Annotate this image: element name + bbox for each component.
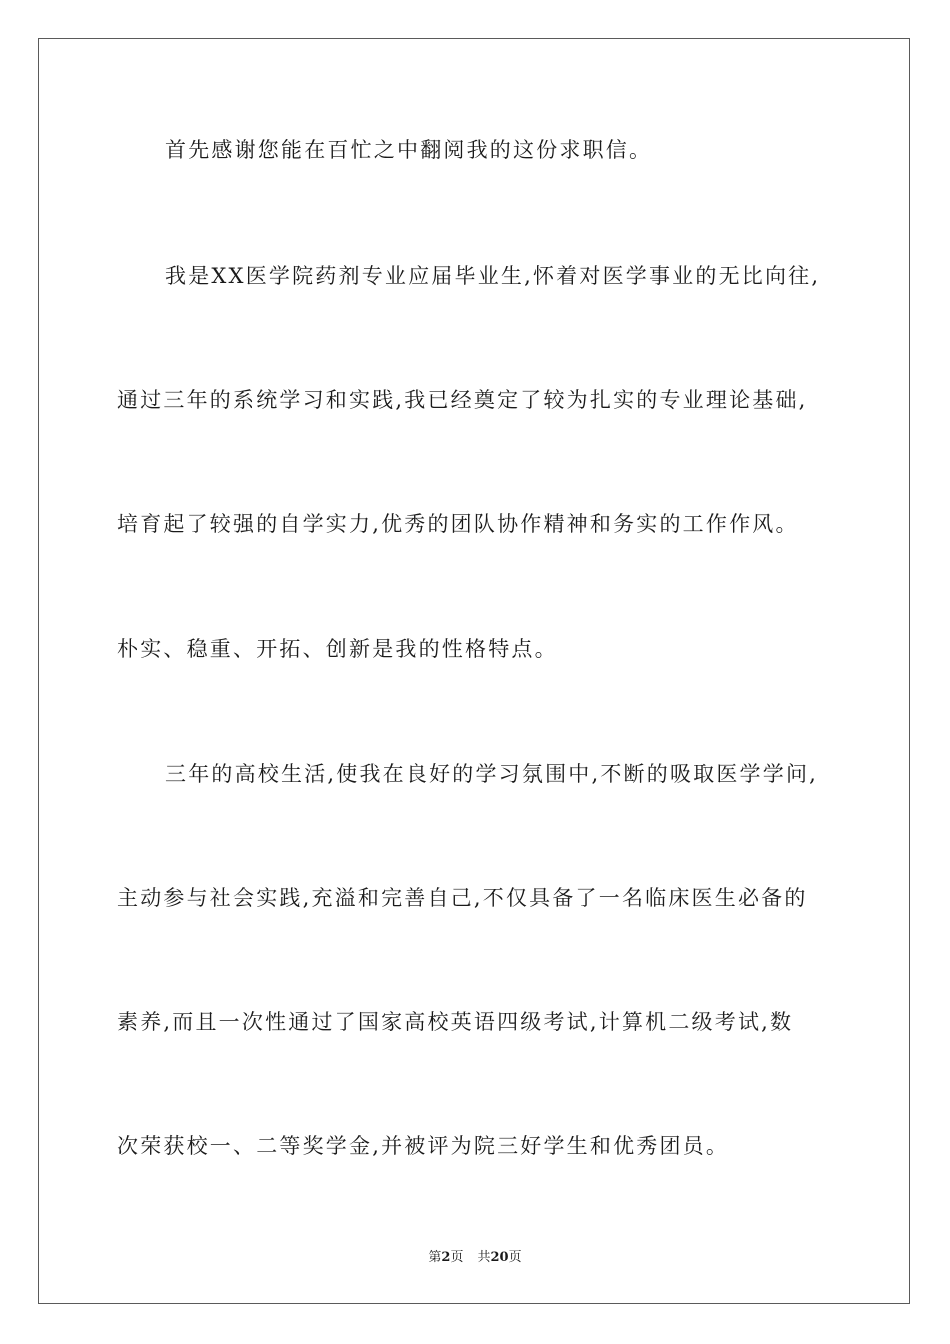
- footer-page-prefix: 第: [428, 1250, 442, 1265]
- footer-page-number: 2: [441, 1250, 451, 1265]
- paragraph-line: 首先感谢您能在百忙之中翻阅我的这份求职信。: [165, 138, 653, 162]
- paragraph-line: 素养,而且一次性通过了国家高校英语四级考试,计算机二级考试,数: [117, 1010, 794, 1034]
- footer-total-prefix: 共: [477, 1250, 491, 1265]
- paragraph-line: 三年的高校生活,使我在良好的学习氛围中,不断的吸取医学学问,: [165, 762, 819, 786]
- paragraph-line: 朴实、稳重、开拓、创新是我的性格特点。: [117, 637, 558, 661]
- paragraph-line: 主动参与社会实践,充溢和完善自己,不仅具备了一名临床医生必备的: [117, 886, 808, 910]
- paragraph-line: 培育起了较强的自学实力,优秀的团队协作精神和务实的工作作风。: [117, 512, 799, 536]
- footer-page-suffix: 页: [450, 1250, 464, 1265]
- paragraph-line: 我是XX医学院药剂专业应届毕业生,怀着对医学事业的无比向往,: [165, 264, 821, 288]
- paragraph-line: 次荣获校一、二等奖学金,并被评为院三好学生和优秀团员。: [117, 1134, 730, 1158]
- footer-total-pages: 20: [490, 1250, 509, 1265]
- footer-total-suffix: 页: [508, 1250, 522, 1265]
- page-border: [38, 38, 910, 1304]
- paragraph-line: 通过三年的系统学习和实践,我已经奠定了较为扎实的专业理论基础,: [117, 388, 808, 412]
- page-footer: [0, 1246, 950, 1265]
